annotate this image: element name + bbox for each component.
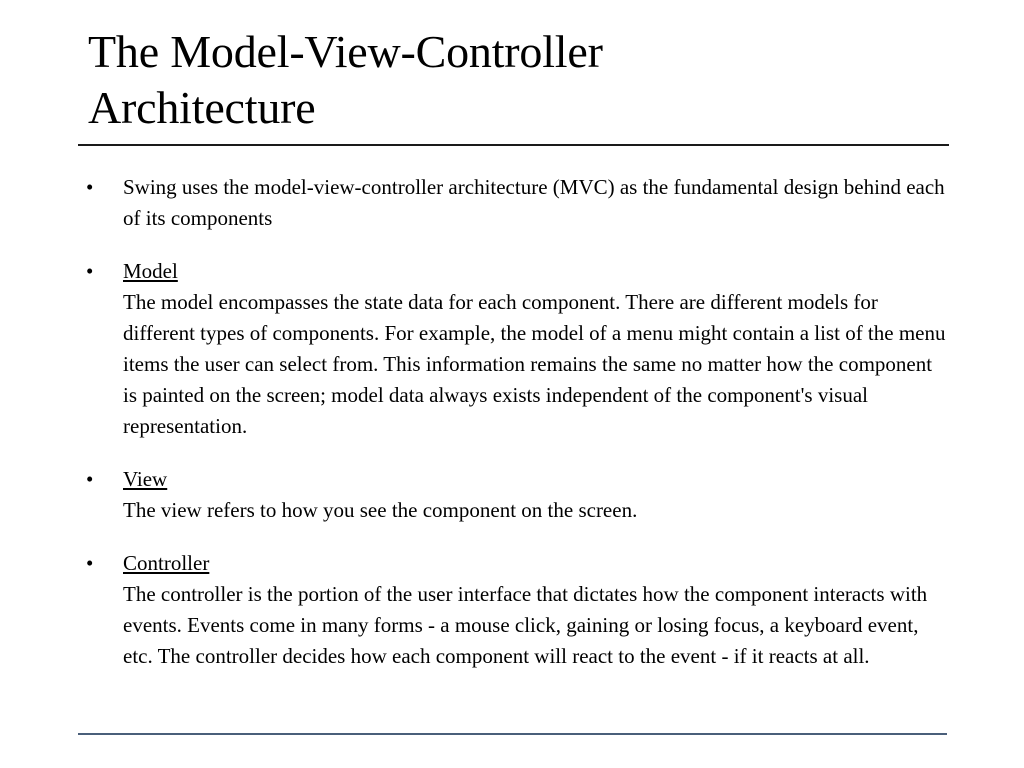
bullet-text: Swing uses the model-view-controller architecture (MVC) as the fundamental design behind each of its components — [123, 175, 945, 230]
bullet-dot: • — [86, 551, 94, 575]
slide-title-line-2: Architecture — [88, 82, 316, 133]
bullet-mvc-intro — [78, 172, 948, 234]
bullet-controller — [78, 548, 948, 672]
bullet-dot: • — [86, 259, 94, 283]
bullet-heading-controller: Controller — [123, 551, 210, 575]
slide-title-line-1: The Model-View-Controller — [88, 26, 603, 77]
bullet-heading-view: View — [123, 467, 168, 491]
bullet-list — [78, 172, 948, 694]
bullet-view — [78, 464, 948, 526]
bullet-text: The model encompasses the state data for each component. There are different models for different types of components. For example, the model of a menu might contain a list of the menu items the user can select from. This information remains the same no matter how the component is painted on the screen; model data always exists independent of the component's visual representation. — [123, 290, 946, 438]
bullet-model — [78, 256, 948, 442]
bullet-text: The controller is the portion of the user interface that dictates how the component interacts with events. Events come in many forms - a mouse click, gaining or losing focus, a keyboard event, etc. The controller decides how each component will react to the event - if it reacts at all. — [123, 582, 928, 668]
bullet-heading-model: Model — [123, 259, 178, 283]
footer-divider — [78, 733, 947, 735]
title-divider — [78, 144, 949, 146]
bullet-text: The view refers to how you see the component on the screen. — [123, 498, 638, 522]
bullet-dot: • — [86, 467, 94, 491]
slide-title — [88, 24, 948, 136]
bullet-dot: • — [86, 175, 94, 199]
